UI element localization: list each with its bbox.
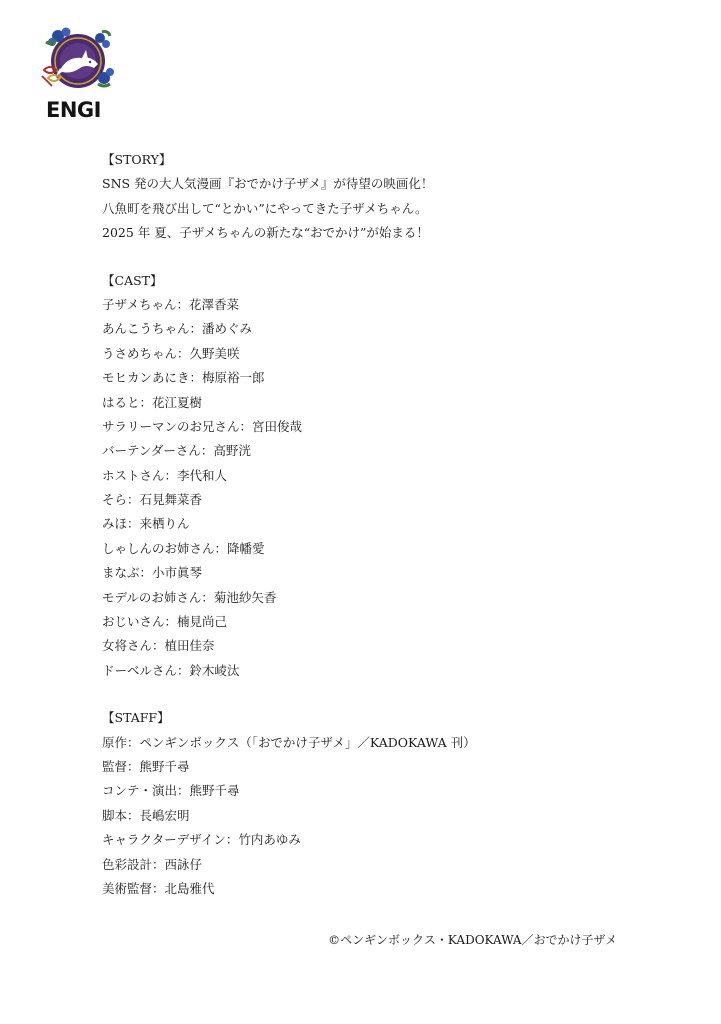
emblem-icon [38, 26, 114, 96]
copyright-notice: ©ペンギンボックス・KADOKAWA／おでかけ子ザメ [328, 933, 617, 947]
staff-line: 監督：熊野千尋 [102, 758, 190, 774]
cast-heading: 【CAST】 [102, 272, 163, 288]
story-line: 2025 年 夏、子ザメちゃんの新たな“おでかけ”が始まる！ [102, 225, 429, 241]
cast-line: しゃしんのお姉さん：降幡愛 [102, 540, 265, 556]
document-body [102, 148, 662, 924]
story-heading: 【STORY】 [102, 152, 172, 167]
staff-line: コンテ・演出：熊野千尋 [102, 783, 240, 799]
staff-line: 色彩設計：西詠仔 [102, 856, 203, 872]
cast-section [102, 269, 662, 684]
cast-line: ドーベルさん：鈴木崚汰 [102, 662, 240, 678]
cast-line: おじいさん：楠見尚己 [102, 614, 228, 630]
cast-line: 子ザメちゃん：花澤香菜 [102, 296, 240, 312]
cast-line: バーテンダーさん：高野洸 [102, 443, 251, 459]
cast-line: そら：石見舞菜香 [102, 492, 203, 508]
staff-line: キャラクターデザイン：竹内あゆみ [102, 832, 301, 848]
cast-line: うさめちゃん：久野美咲 [102, 345, 240, 361]
cast-line: サラリーマンのお兄さん：宮田俊哉 [102, 418, 303, 434]
cast-line: みほ：来栖りん [102, 516, 190, 532]
story-line: SNS 発の大人気漫画『おでかけ子ザメ』が待望の映画化！ [102, 176, 434, 192]
staff-section [102, 706, 662, 901]
cast-line: ホストさん：李代和人 [102, 467, 228, 483]
staff-line: 原作：ペンギンボックス（「おでかけ子ザメ」／KADOKAWA 刊） [102, 734, 476, 750]
story-section [102, 148, 662, 246]
cast-line: モデルのお姉さん：菊池紗矢香 [102, 589, 277, 605]
cast-line: モヒカンあにき：梅原裕一郎 [102, 370, 265, 386]
cast-line: 女将さん：植田佳奈 [102, 638, 215, 654]
engi-logo [34, 26, 122, 122]
story-line: 八魚町を飛び出して“とかい”にやってきた子ザメちゃん。 [102, 200, 428, 216]
staff-heading: 【STAFF】 [102, 710, 170, 726]
cast-line: まなぶ：小市眞琴 [102, 565, 203, 581]
staff-line: 美術監督：北島雅代 [102, 880, 215, 896]
staff-line: 脚本：長嶋宏明 [102, 807, 190, 823]
cast-line: あんこうちゃん：潘めぐみ [102, 321, 253, 337]
logo-wordmark: ENGI [46, 98, 101, 122]
cast-line: はると：花江夏樹 [102, 394, 203, 410]
